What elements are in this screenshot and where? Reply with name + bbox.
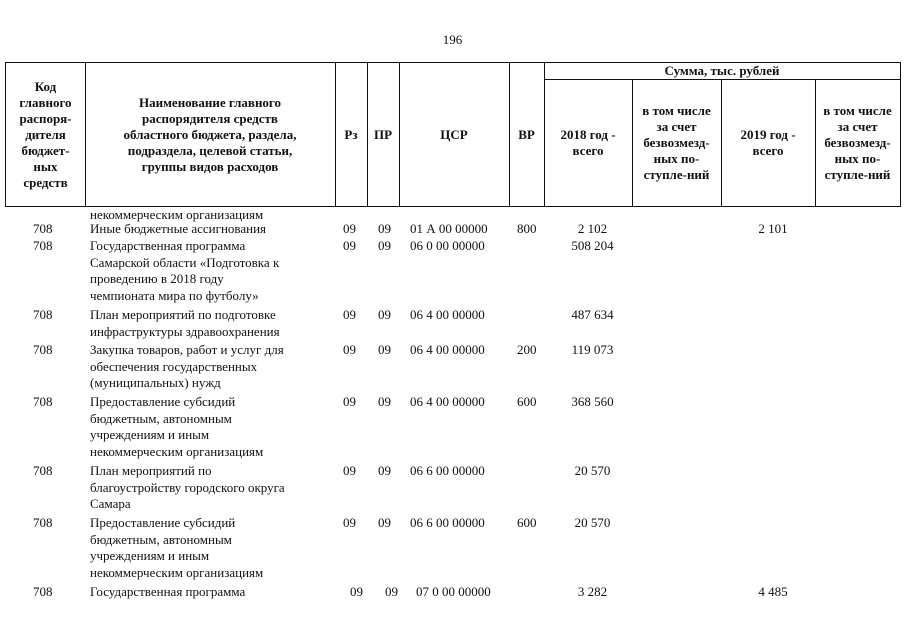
row-name: Государственная программа xyxy=(90,584,246,599)
row-vr: 600 xyxy=(517,394,537,409)
row-sum-2018: 368 560 xyxy=(571,394,614,409)
header-code: Код главного распоря-дителя бюджет-ных средств xyxy=(19,78,72,190)
header-name: Наименование главного распорядителя средств областного бюджета, раздела, подраздела, целевой статьи, группы видов расходов xyxy=(123,94,297,174)
row-name: Предоставление субсидий бюджетным, автономным учреждениям и иным некоммерческим организациям xyxy=(90,515,264,580)
row-pr: 09 xyxy=(378,515,391,530)
row-sum-2018: 487 634 xyxy=(571,307,614,322)
row-sum-2018: 20 570 xyxy=(574,515,611,530)
row-csr: 06 4 00 00000 xyxy=(410,307,485,322)
header-2019-free: в том числе за счет безвозмезд-ных по-ступле-ний xyxy=(823,102,892,182)
row-name: Иные бюджетные ассигнования xyxy=(90,221,267,236)
row-rz: 09 xyxy=(343,238,356,253)
row-code: 708 xyxy=(33,342,53,357)
row-csr: 06 4 00 00000 xyxy=(410,342,485,357)
row-code: 708 xyxy=(33,463,53,478)
row-sum-2018: 508 204 xyxy=(571,238,614,253)
header-2019-total: 2019 год - всего xyxy=(740,126,796,158)
table-header xyxy=(5,62,901,207)
row-sum-2019: 2 101 xyxy=(758,221,788,236)
row-rz: 09 xyxy=(343,221,356,236)
row-sum-2018: 3 282 xyxy=(577,584,608,599)
row-vr: 200 xyxy=(517,342,537,357)
row-csr: 06 0 00 00000 xyxy=(410,238,485,253)
row-name: Закупка товаров, работ и услуг для обеспечения государственных (муниципальных) нужд xyxy=(90,342,284,390)
row-code: 708 xyxy=(33,394,53,409)
row-code: 708 xyxy=(33,221,53,236)
header-pr: ПР xyxy=(373,126,393,142)
row-csr: 01 А 00 00000 xyxy=(410,221,488,236)
row-name: Государственная программа Самарской области «Подготовка к проведению в 2018 году чемпионата мира по футболу» xyxy=(90,238,280,303)
row-pr: 09 xyxy=(378,342,391,357)
row-pr: 09 xyxy=(378,463,391,478)
row-code: 708 xyxy=(33,238,53,253)
row-name: План мероприятий по благоустройству городского округа Самара xyxy=(90,463,285,511)
row-rz: 09 xyxy=(350,584,363,599)
row-rz: 09 xyxy=(343,463,356,478)
page-number: 196 xyxy=(442,32,463,47)
header-vr: ВР xyxy=(518,126,535,142)
row-rz: 09 xyxy=(343,342,356,357)
row-pr: 09 xyxy=(378,221,391,236)
row-code: 708 xyxy=(33,307,53,322)
header-2018-total: 2018 год - всего xyxy=(560,126,616,158)
row-pr: 09 xyxy=(378,307,391,322)
row-code: 708 xyxy=(33,515,53,530)
row-rz: 09 xyxy=(343,307,356,322)
row-rz: 09 xyxy=(343,394,356,409)
row-vr: 600 xyxy=(517,515,537,530)
header-csr: ЦСР xyxy=(440,126,468,142)
row-pr: 09 xyxy=(378,238,391,253)
row-sum-2018: 2 102 xyxy=(577,221,608,236)
row-sum-2019: 4 485 xyxy=(758,584,788,599)
row-sum-2018: 20 570 xyxy=(574,463,611,478)
row-csr: 06 6 00 00000 xyxy=(410,463,485,478)
row-csr: 06 6 00 00000 xyxy=(410,515,485,530)
row-sum-2018: 119 073 xyxy=(571,342,614,357)
row-pr: 09 xyxy=(378,394,391,409)
row-csr: 07 0 00 00000 xyxy=(416,584,491,599)
header-rz: Рз xyxy=(344,126,358,142)
row-name: Предоставление субсидий бюджетным, автономным учреждениям и иным некоммерческим организациям xyxy=(90,394,264,459)
table-body xyxy=(5,207,901,640)
row-vr: 800 xyxy=(517,221,537,236)
row-pr: 09 xyxy=(385,584,398,599)
row-name: План мероприятий по подготовке инфраструктуры здравоохранения xyxy=(90,307,280,339)
header-2018-free: в том числе за счет безвозмезд-ных по-ступле-ний xyxy=(642,102,711,182)
row-name: некоммерческим организациям xyxy=(90,207,264,222)
row-code: 708 xyxy=(33,584,53,599)
row-rz: 09 xyxy=(343,515,356,530)
row-csr: 06 4 00 00000 xyxy=(410,394,485,409)
header-sum-group: Сумма, тыс. рублей xyxy=(664,63,780,78)
